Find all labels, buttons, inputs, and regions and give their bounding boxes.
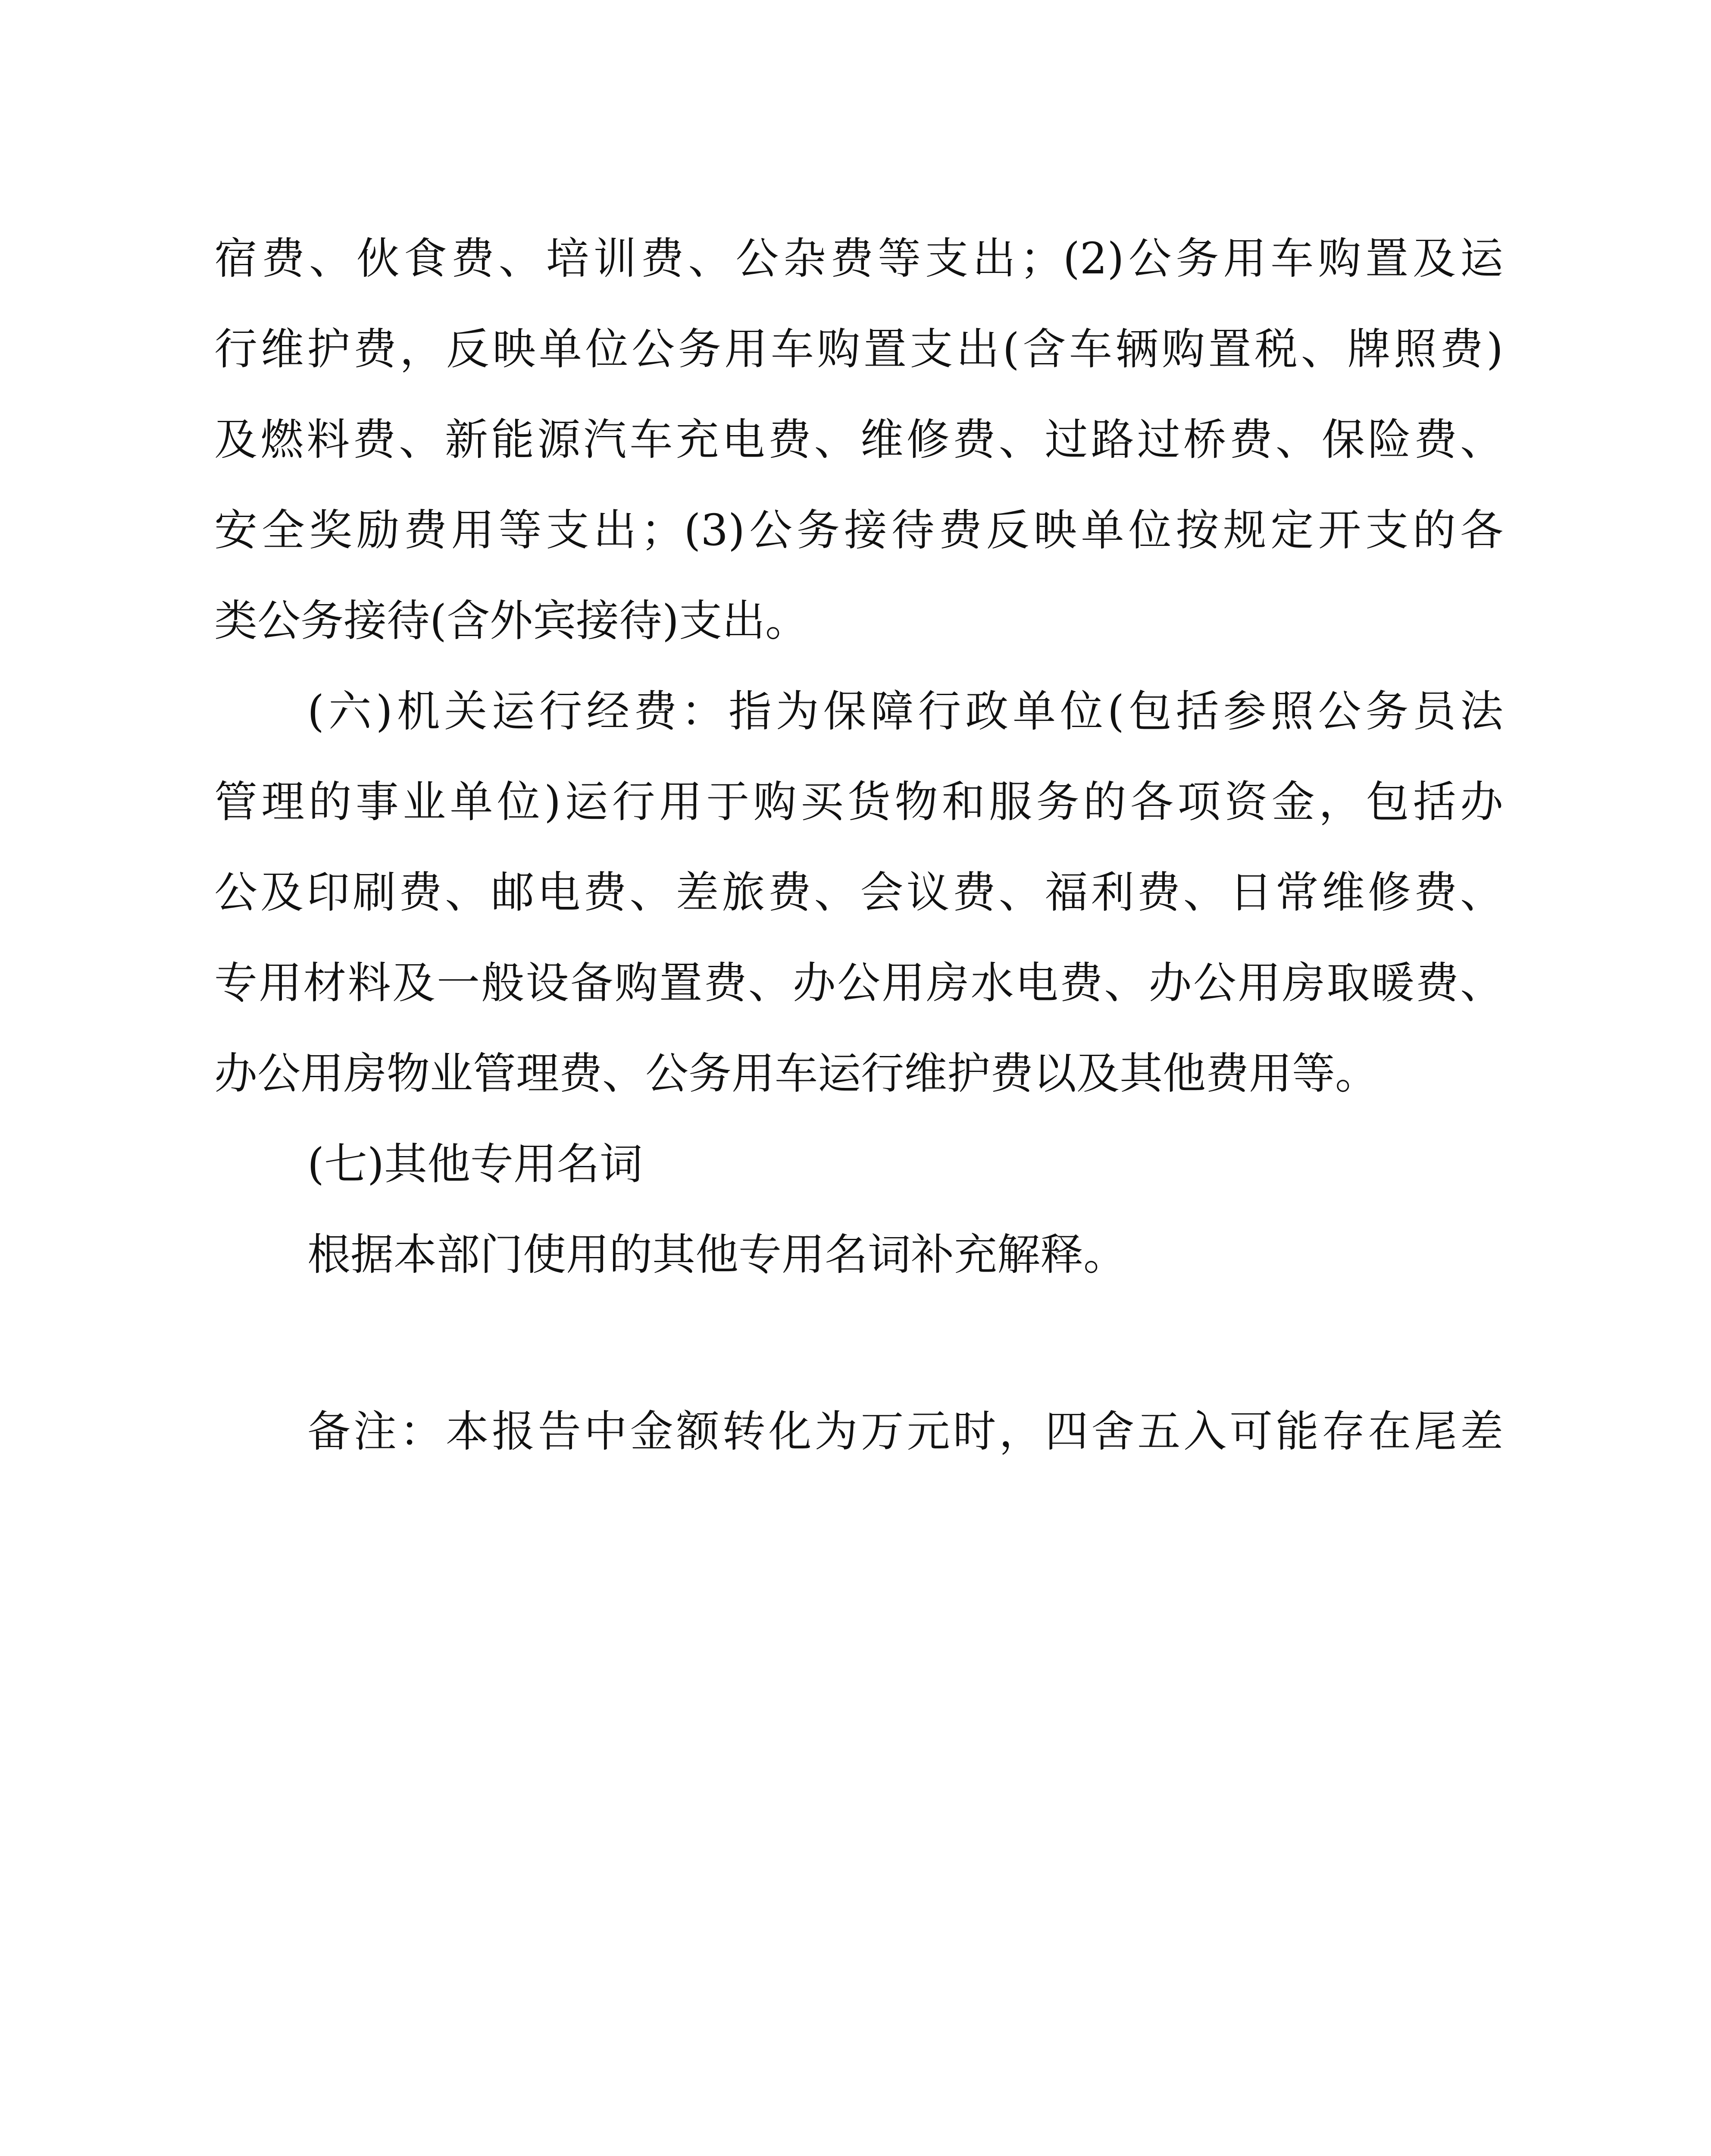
- body-text-line: 专用材料及一般设备购置费、办公用房水电费、办公用房取暖费、: [214, 958, 1503, 1008]
- section-heading-seven: (七)其他专用名词: [307, 1139, 643, 1189]
- body-text-line: 类公务接待(含外宾接待)支出。: [214, 595, 809, 646]
- body-text-line: 管理的事业单位)运行用于购买货物和服务的各项资金，包括办: [214, 777, 1503, 827]
- body-text-line: 根据本部门使用的其他专用名词补充解释。: [307, 1229, 1126, 1280]
- body-text-line: 及燃料费、新能源汽车充电费、维修费、过路过桥费、保险费、: [214, 414, 1503, 465]
- remark-note: 备注：本报告中金额转化为万元时，四舍五入可能存在尾差: [307, 1406, 1503, 1457]
- section-heading-six: (六)机关运行经费：指为保障行政单位(包括参照公务员法: [307, 686, 1503, 736]
- body-text-line: 宿费、伙食费、培训费、公杂费等支出；(2)公务用车购置及运: [214, 233, 1503, 284]
- body-text-line: 办公用房物业管理费、公务用车运行维护费以及其他费用等。: [214, 1048, 1378, 1099]
- body-text-line: 公及印刷费、邮电费、差旅费、会议费、福利费、日常维修费、: [214, 867, 1503, 918]
- body-text-line: 安全奖励费用等支出；(3)公务接待费反映单位按规定开支的各: [214, 505, 1503, 555]
- body-text-line: 行维护费，反映单位公务用车购置支出(含车辆购置税、牌照费): [214, 324, 1503, 374]
